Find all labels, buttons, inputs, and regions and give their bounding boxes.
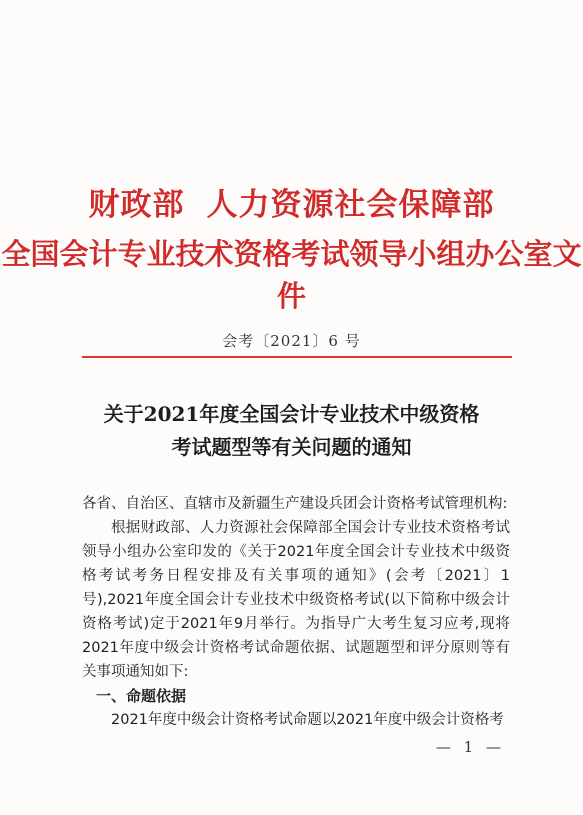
page-number: — 1 — <box>435 738 505 756</box>
document-header <box>0 185 583 317</box>
header-ministry-finance: 财政部 <box>88 187 185 223</box>
body-paragraph-1: 根据财政部、人力资源社会保障部全国会计专业技术资格考试领导小组办公室印发的《关于2021年度全国会计专业技术中级资格考试考务日程安排及有关事项的通知》(会考〔2021〕1号),2021年度全国会计专业技术中级资格考试(以下简称中级会计资格考试)定于2021年9月举行。为指导广大考生复习应考,现将2021年度中级会计资格考试命题依据、试题题型和评分原则等有关事项通知如下: <box>82 520 510 680</box>
section-heading-1: 一、命题依据 <box>96 687 187 705</box>
red-divider-line <box>82 356 512 358</box>
salutation: 各省、自治区、直辖市及新疆生产建设兵团会计资格考试管理机构: <box>82 496 508 512</box>
notice-title-line-1: 关于2021年度全国会计专业技术中级资格 <box>103 402 480 426</box>
header-line-2: 全国会计专业技术资格考试领导小组办公室文件 <box>1 237 582 313</box>
notice-body <box>82 492 510 732</box>
notice-title <box>0 398 583 464</box>
header-line-1 <box>0 185 583 225</box>
body-paragraph-2: 2021年度中级会计资格考试命题以2021年度中级会计资格考 <box>111 712 504 728</box>
document-number: 会考〔2021〕6 号 <box>222 332 361 350</box>
notice-title-line-2: 考试题型等有关问题的通知 <box>171 435 412 459</box>
header-ministry-hr: 人力资源社会保障部 <box>206 187 495 223</box>
